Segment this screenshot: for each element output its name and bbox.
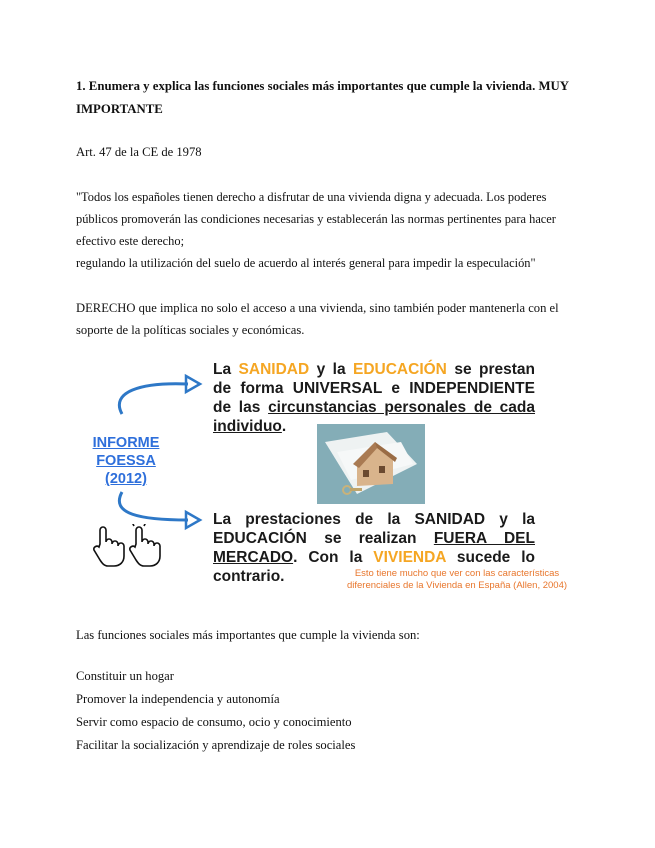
functions-list <box>76 665 581 757</box>
arrow-up-icon <box>119 384 188 414</box>
hand-click-icon <box>130 524 160 566</box>
house-model-photo <box>317 424 425 504</box>
derecho-paragraph: DERECHO que implica no solo el acceso a una vivienda, sino también poder mantenerla con el soporte de la políticas sociales y económicas. <box>76 301 559 337</box>
list-item: Promover la independencia y autonomía <box>76 692 280 706</box>
informe-foessa-label <box>84 434 168 488</box>
foessa-infographic <box>80 352 580 602</box>
quote-part-2: regulando la utilización del suelo de acuerdo al interés general para impedir la especulación" <box>76 256 536 270</box>
article-reference: Art. 47 de la CE de 1978 <box>76 145 202 159</box>
quote-part-1: "Todos los españoles tienen derecho a disfrutar de una vivienda digna y adecuada. Los poderes públicos promoverán las condiciones necesarias y establecerán las normas pertinentes para hacer efectivo este derecho; <box>76 190 556 248</box>
constitution-quote <box>76 186 581 274</box>
arrow-down-icon <box>119 492 188 520</box>
house-icon <box>317 424 425 504</box>
allen-note: Esto tiene mucho que ver con las características diferenciales de la Vivienda en España (Allen, 2004) <box>346 568 568 591</box>
hand-cursor-icon <box>94 527 124 566</box>
informe-line-2: FOESSA <box>96 453 156 469</box>
functions-intro: Las funciones sociales más importantes que cumple la vivienda son: <box>76 628 420 642</box>
universal-services-text: La SANIDAD y la EDUCACIÓN se prestan de forma UNIVERSAL e INDEPENDIENTE de las circunstancias personales de cada individuo. <box>213 361 536 435</box>
list-item: Facilitar la socialización y aprendizaje de roles sociales <box>76 738 356 752</box>
question-title: 1. Enumera y explica las funciones sociales más importantes que cumple la vivienda. MUY IMPORTANTE <box>76 79 569 116</box>
list-item: Constituir un hogar <box>76 669 174 683</box>
informe-line-3: (2012) <box>105 471 147 487</box>
market-services-text: La prestaciones de la SANIDAD y la EDUCACIÓN se realizan FUERA DEL MERCADO. Con la VIVIENDA sucede lo contrario. <box>213 511 535 585</box>
arrow-down-head-icon <box>186 512 200 528</box>
list-item: Servir como espacio de consumo, ocio y conocimiento <box>76 715 352 729</box>
arrow-up-head-icon <box>186 376 200 392</box>
informe-line-1: INFORME <box>92 435 160 451</box>
pointing-hands <box>92 524 162 573</box>
